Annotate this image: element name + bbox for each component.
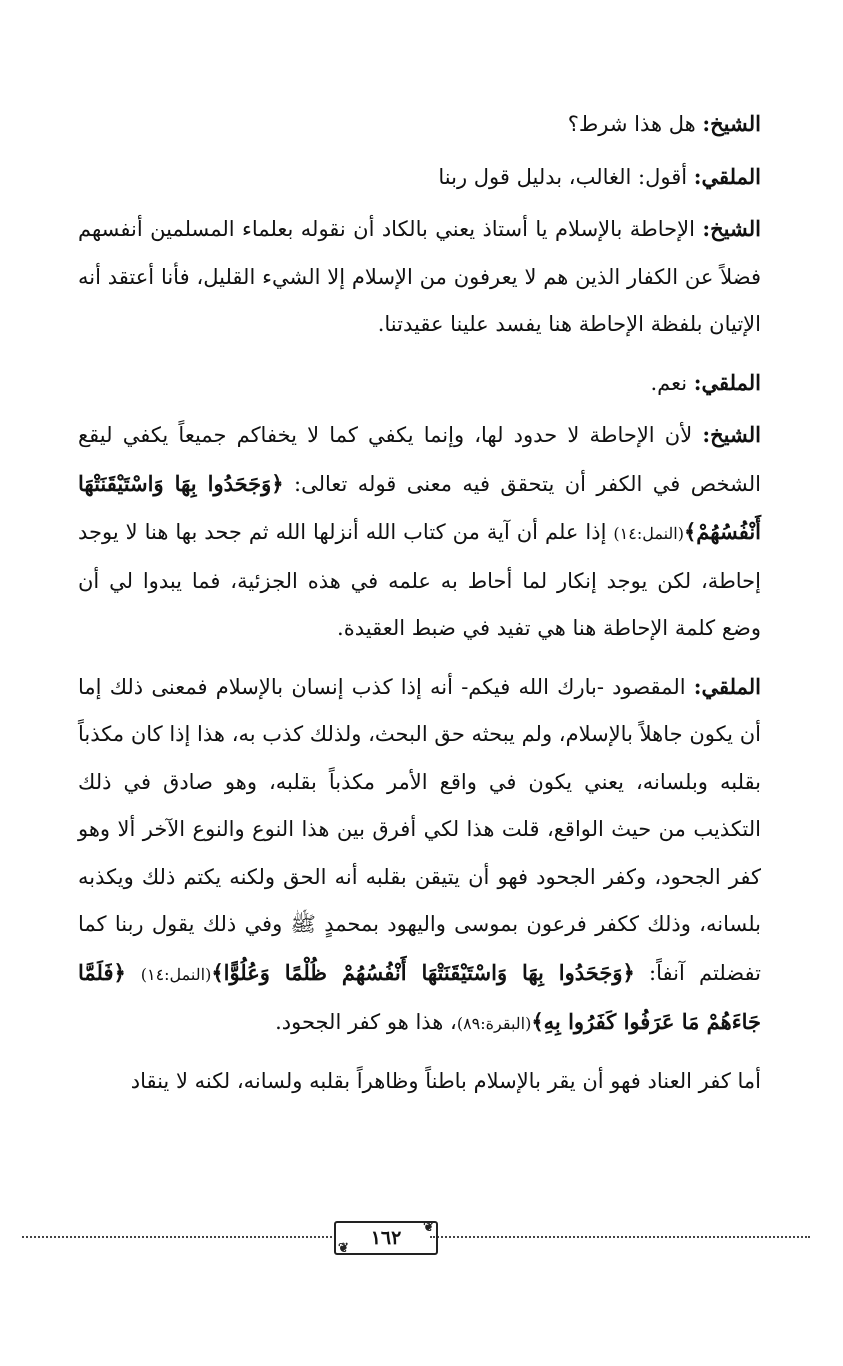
body-text bbox=[78, 100, 761, 1115]
paragraph-1 bbox=[78, 100, 761, 149]
paragraph-text: أقول: الغالب، بدليل قول ربنا bbox=[438, 164, 694, 189]
paragraph-text: الإحاطة بالإسلام يا أستاذ يعني بالكاد أن نقوله بعلماء المسلمين أنفسهم فضلاً عن الكفار الذين هم لا يعرفون من الإسلام إلا الشيء القليل، فأنا أعتقد أنه الإتيان بلفظة الإحاطة هنا يفسد علينا عقيدتنا. bbox=[78, 217, 761, 336]
paragraph-4 bbox=[78, 359, 761, 408]
quran-verse: ﴿فَلَمَّا جَاءَهُمْ مَا عَرَفُوا كَفَرُوا بِهِ﴾ bbox=[78, 959, 761, 1034]
paragraph-text: المقصود -بارك الله فيكم- أنه إذا كذب إنسان بالإسلام فمعنى ذلك إما أن يكون جاهلاً بالإسلام، ولم يبحثه حق البحث، ولذلك كذب به، هذا إذا كان مكذباً بقلبه وبلسانه، يعني يكون في واقع الأمر مكذباً بقلبه، وهو صادق في ذلك التكذيب من حيث الواقع، قلت هذا لكي أفرق بين هذا النوع والنوع الآخر ألا وهو كفر الجحود، وكفر الجحود فهو أن يتيقن بقلبه أنه الحق ولكنه يكتم ذلك ويكذبه بلسانه، وذلك ككفر فرعون بموسى واليهود بمحمدٍ ﷺ وفي ذلك يقول ربنا كما تفضلتم آنفاً: bbox=[78, 674, 761, 985]
paragraph-5 bbox=[78, 411, 761, 653]
page-number: ١٦٢ bbox=[370, 1227, 402, 1249]
paragraph-text: أما كفر العناد فهو أن يقر بالإسلام باطناً وظاهراً بقلبه ولسانه، لكنه لا ينقاد bbox=[130, 1068, 761, 1093]
ornament-icon: ❦ bbox=[423, 1220, 434, 1235]
paragraph-3 bbox=[78, 205, 761, 349]
verse-reference: (النمل:١٤) bbox=[613, 524, 684, 543]
paragraph-2 bbox=[78, 153, 761, 202]
page-footer bbox=[22, 1221, 810, 1261]
paragraph-text: إذا علم أن آية من كتاب الله أنزلها الله ثم جحد بها هنا لا يوجد إحاطة، لكن يوجد إنكار لما أحاط به علمه في هذه الجزئية، فما يبدوا لي أن وضع كلمة الإحاطة هنا هي تفيد في ضبط العقيدة. bbox=[78, 520, 761, 640]
footer-rule bbox=[22, 1236, 332, 1238]
speaker-label: الشيخ: bbox=[702, 422, 761, 447]
speaker-label: الملقي: bbox=[693, 163, 761, 189]
paragraph-text: نعم. bbox=[650, 370, 694, 395]
paragraph-6 bbox=[78, 663, 761, 1048]
paragraph-text: هل هذا شرط؟ bbox=[567, 112, 703, 136]
paragraph-text: لأن الإحاطة لا حدود لها، وإنما يكفي كما لا يخفاكم جميعاً يكفي ليقع الشخص في الكفر أن يتحقق فيه معنى قوله تعالى: bbox=[78, 423, 761, 496]
speaker-label: الملقي: bbox=[693, 673, 761, 699]
footer-rule bbox=[430, 1236, 810, 1238]
paragraph-7 bbox=[78, 1058, 761, 1106]
paragraph-text: ، هذا هو كفر الجحود. bbox=[275, 1010, 457, 1034]
page-number-frame bbox=[334, 1221, 438, 1255]
speaker-label: الشيخ: bbox=[702, 111, 761, 136]
verse-reference: (النمل:١٤) bbox=[140, 964, 212, 984]
speaker-label: الشيخ: bbox=[702, 216, 761, 241]
speaker-label: الملقي: bbox=[693, 369, 761, 395]
ornament-icon: ❦ bbox=[338, 1241, 349, 1256]
verse-reference: (البقرة:٨٩) bbox=[456, 1014, 532, 1033]
quran-verse: ﴿وَجَحَدُوا بِهَا وَاسْتَيْقَنَتْهَا أَنْفُسُهُمْ ظُلْمًا وَعُلُوًّا﴾ bbox=[211, 959, 635, 985]
quran-verse: ﴿وَجَحَدُوا بِهَا وَاسْتَيْقَنَتْهَا أَنْفُسُهُمْ﴾ bbox=[78, 470, 761, 544]
